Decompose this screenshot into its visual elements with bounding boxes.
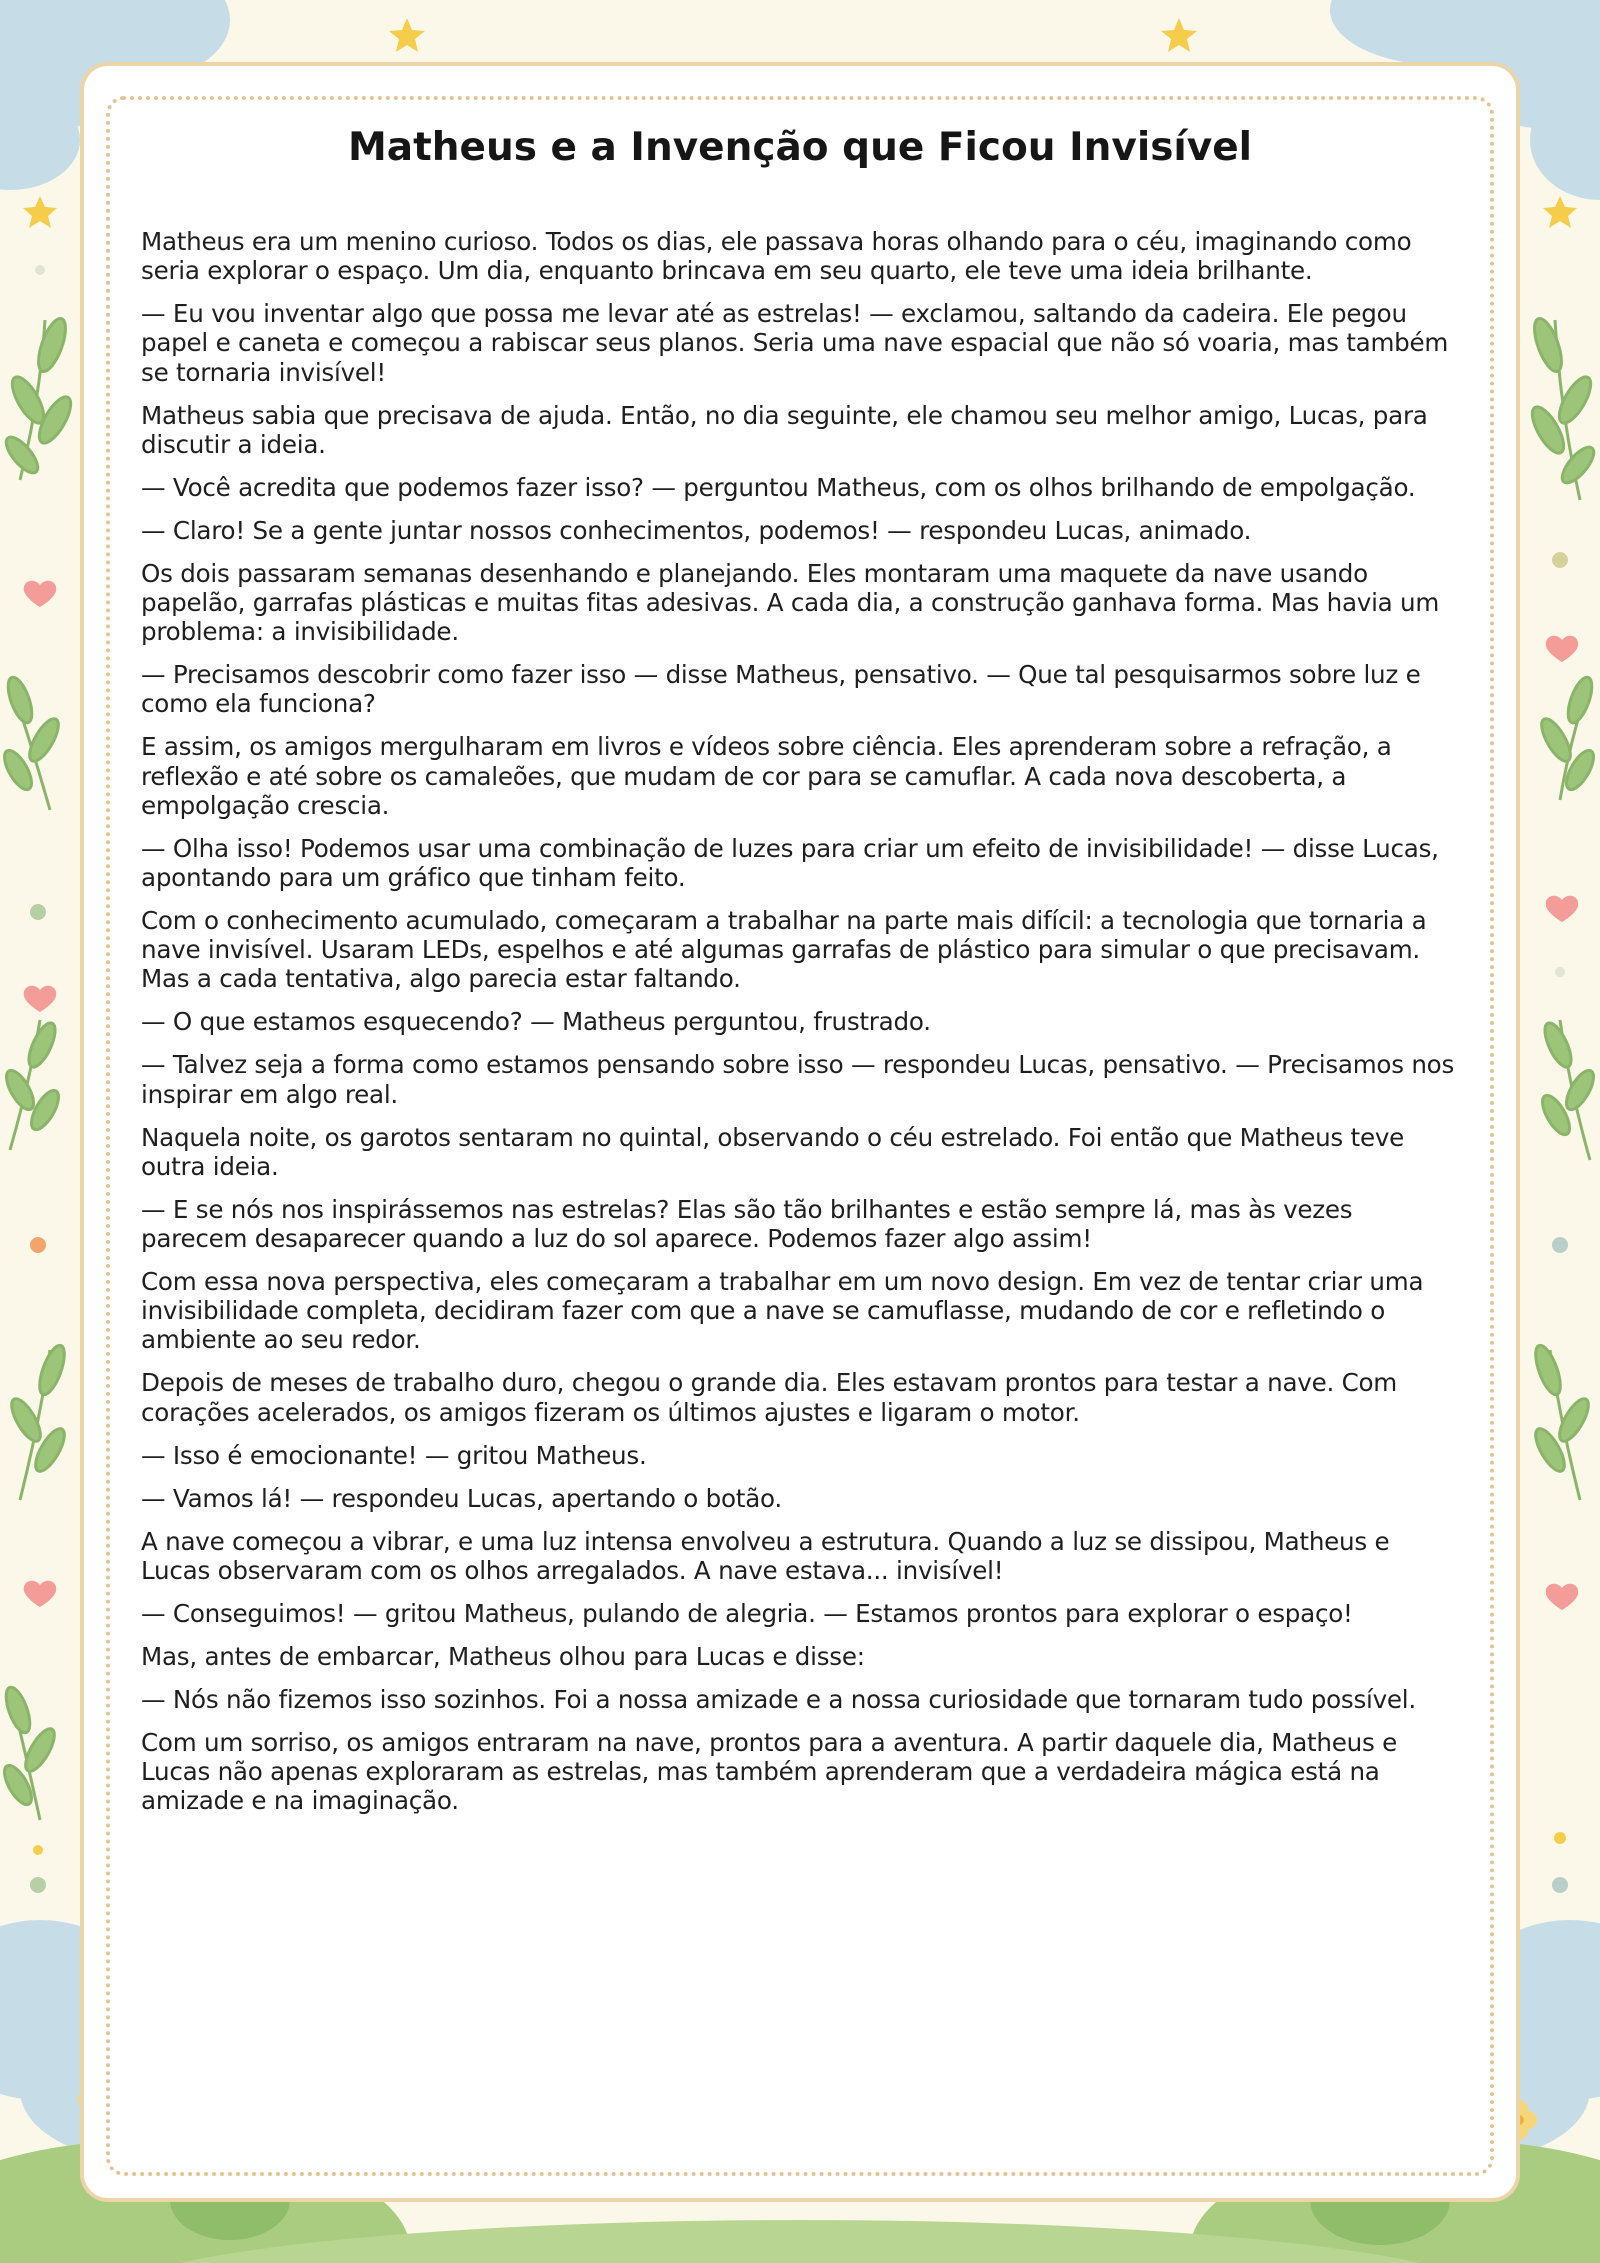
leaf-branch-icon xyxy=(1,1019,64,1150)
leaf-branch-icon xyxy=(1536,674,1599,800)
leaf-branch-icon xyxy=(0,1684,60,1820)
story-paragraph: — Precisamos descobrir como fazer isso — disse Matheus, pensativo. — Que tal pesquisarmos sobre luz e como ela funciona? xyxy=(141,660,1421,719)
story-paragraph: Com o conhecimento acumulado, começaram a trabalhar na parte mais difícil: a tecnologia que tornaria a nave invisível. Usaram LEDs, espelhos e até algumas garrafas de plástico para simular o que precisavam. Mas a cada tentativa, algo parecia estar faltando. xyxy=(141,906,1427,994)
story-paragraph: Com essa nova perspectiva, eles começaram a trabalhar em um novo design. Em vez de tentar criar uma invisibilidade completa, decidiram fazer com que a nave se camuflasse, mudando de cor e refletindo o ambiente ao seu redor. xyxy=(141,1267,1424,1355)
story-paragraph: — Claro! Se a gente juntar nossos conhecimentos, podemos! — respondeu Lucas, animado. xyxy=(141,515,1252,545)
story-paragraph: — Nós não fizemos isso sozinhos. Foi a nossa amizade e a nossa curiosidade que tornaram tudo possível. xyxy=(141,1684,1416,1714)
leaf-branch-icon xyxy=(1537,1019,1599,1160)
leaf-branch-icon xyxy=(1530,1342,1594,1500)
story-paragraph: — Talvez seja a forma como estamos pensando sobre isso — respondeu Lucas, pensativo. — Precisamos nos inspirar em algo real. xyxy=(141,1050,1455,1109)
story-paragraph: Mas, antes de embarcar, Matheus olhou para Lucas e disse: xyxy=(141,1641,865,1671)
story-body xyxy=(141,227,1459,1829)
story-paragraph: — Eu vou inventar algo que possa me levar até as estrelas! — exclamou, saltando da cadeira. Ele pegou papel e caneta e começou a rabiscar seus planos. Seria uma nave espacial que não só voaria, mas também se tornaria invisível! xyxy=(141,299,1449,387)
leaf-branch-icon xyxy=(1526,315,1599,500)
story-paragraph: Matheus sabia que precisava de ajuda. Então, no dia seguinte, ele chamou seu melhor amigo, Lucas, para discutir a ideia. xyxy=(141,400,1428,459)
story-paragraph: — Olha isso! Podemos usar uma combinação de luzes para criar um efeito de invisibilidade! — disse Lucas, apontando para um gráfico que tinham feito. xyxy=(141,833,1439,893)
story-paragraph: Com um sorriso, os amigos entraram na nave, prontos para a aventura. A partir daquele dia, Matheus e Lucas não apenas exploraram as estrelas, mas também aprenderam que a verdadeira mágica está na amizade e na imaginação. xyxy=(141,1727,1398,1816)
story-title: Matheus e a Invenção que Ficou Invisível xyxy=(347,125,1253,170)
story-paragraph: — Isso é emocionante! — gritou Matheus. xyxy=(141,1440,647,1470)
story-paragraph: A nave começou a vibrar, e uma luz intensa envolveu a estrutura. Quando a luz se dissipou, Matheus e Lucas observaram com os olhos arregalados. A nave estava... invisível! xyxy=(141,1526,1390,1585)
story-paragraph: — Você acredita que podemos fazer isso? — perguntou Matheus, com os olhos brilhando de empolgação. xyxy=(141,472,1416,502)
story-paragraph: Naquela noite, os garotos sentaram no quintal, observando o céu estrelado. Foi então que Matheus teve outra ideia. xyxy=(141,1122,1405,1181)
story-paragraph: — Conseguimos! — gritou Matheus, pulando de alegria. — Estamos prontos para explorar o espaço! xyxy=(141,1598,1353,1628)
leaf-branch-icon xyxy=(0,674,64,810)
story-paragraph: — E se nós nos inspirássemos nas estrelas? Elas são tão brilhantes e estão sempre lá, mas às vezes parecem desaparecer quando a luz do sol aparece. Podemos fazer algo assim! xyxy=(141,1194,1353,1254)
leaf-branch-icon xyxy=(6,1342,70,1500)
story-paragraph: — O que estamos esquecendo? — Matheus perguntou, frustrado. xyxy=(141,1007,931,1037)
leaf-branch-icon xyxy=(1,315,77,480)
story-paragraph: Depois de meses de trabalho duro, chegou o grande dia. Eles estavam prontos para testar a nave. Com corações acelerados, os amigos fizeram os últimos ajustes e ligaram o motor. xyxy=(141,1368,1398,1427)
story-paragraph: Os dois passaram semanas desenhando e planejando. Eles montaram uma maquete da nave usando papelão, garrafas plásticas e muitas fitas adesivas. A cada dia, a construção ganhava forma. Mas havia um problema: a invisibilidade. xyxy=(141,558,1440,647)
story-paragraph: — Vamos lá! — respondeu Lucas, apertando o botão. xyxy=(141,1483,782,1513)
story-paragraph: Matheus era um menino curioso. Todos os dias, ele passava horas olhando para o céu, imaginando como seria explorar o espaço. Um dia, enquanto brincava em seu quarto, ele teve uma ideia brilhante. xyxy=(141,227,1412,286)
story-paragraph: E assim, os amigos mergulharam em livros e vídeos sobre ciência. Eles aprenderam sobre a refração, a reflexão e até sobre os camaleões, que mudam de cor para se camuflar. A cada nova descoberta, a empolgação crescia. xyxy=(141,732,1392,820)
